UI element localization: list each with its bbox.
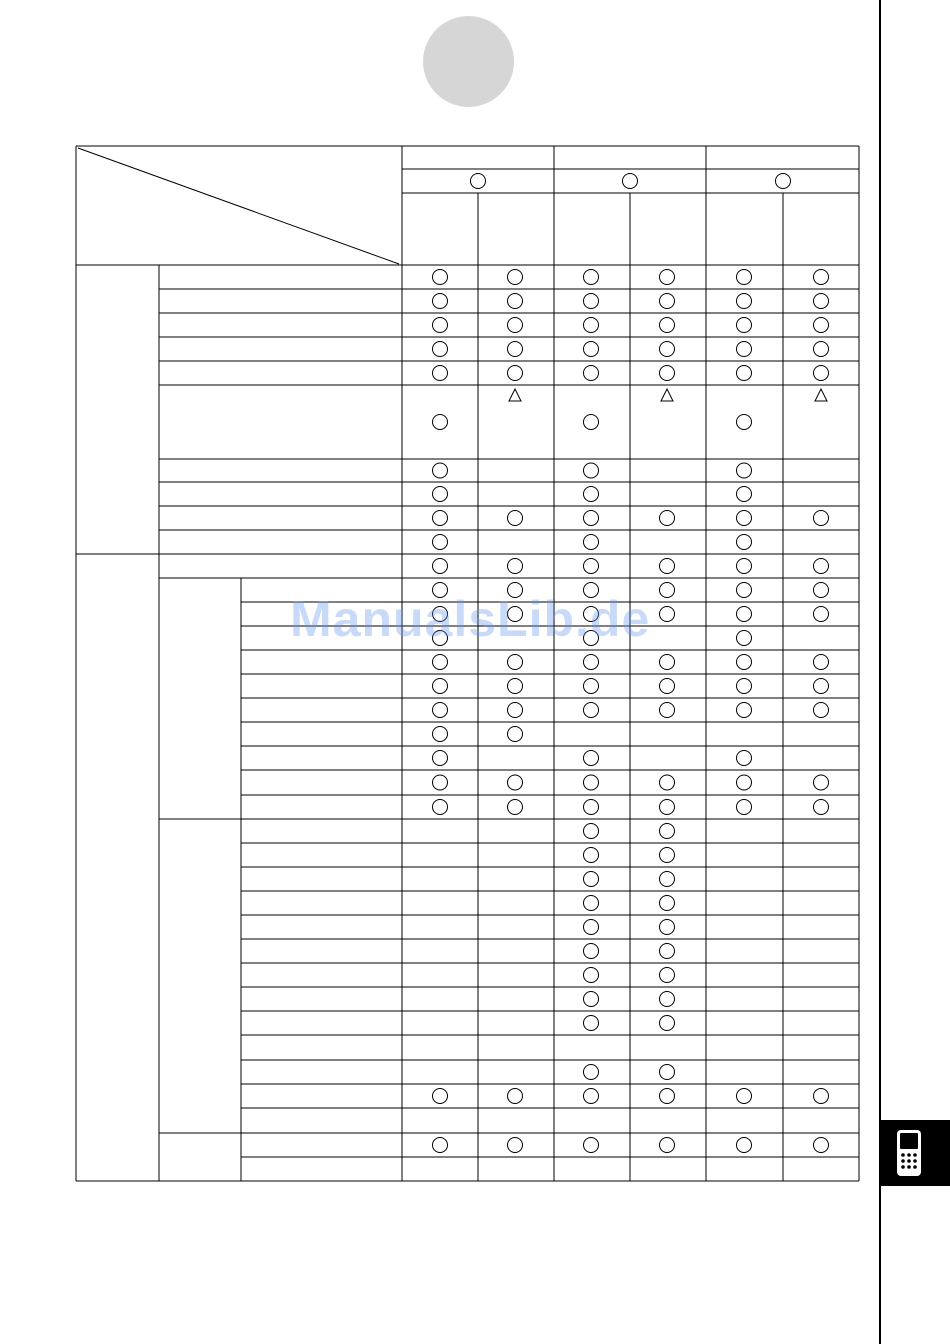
- supported-circle-mark: [737, 607, 752, 622]
- supported-circle-mark: [737, 679, 752, 694]
- supported-circle-mark: [660, 872, 675, 887]
- supported-circle-mark: [737, 1089, 752, 1104]
- supported-circle-mark: [584, 968, 599, 983]
- supported-circle-mark: [584, 1138, 599, 1153]
- supported-circle-mark: [584, 775, 599, 790]
- supported-circle-mark: [433, 463, 448, 478]
- supported-circle-mark: [584, 294, 599, 309]
- supported-circle-mark: [737, 1138, 752, 1153]
- supported-circle-mark: [433, 1089, 448, 1104]
- supported-circle-mark: [814, 775, 829, 790]
- supported-circle-mark: [737, 318, 752, 333]
- supported-circle-mark: [660, 1065, 675, 1080]
- supported-circle-mark: [433, 655, 448, 670]
- supported-circle-mark: [584, 992, 599, 1007]
- supported-circle-mark: [814, 559, 829, 574]
- supported-circle-mark: [660, 342, 675, 357]
- supported-circle-mark: [508, 775, 523, 790]
- supported-circle-mark: [814, 342, 829, 357]
- supported-circle-mark: [660, 583, 675, 598]
- supported-circle-mark: [660, 920, 675, 935]
- supported-circle-mark: [508, 679, 523, 694]
- supported-circle-mark: [584, 415, 599, 430]
- supported-circle-mark: [737, 559, 752, 574]
- header-model-circle: [776, 174, 791, 189]
- supported-circle-mark: [508, 294, 523, 309]
- supported-circle-mark: [660, 655, 675, 670]
- supported-circle-mark: [584, 463, 599, 478]
- supported-circle-mark: [508, 511, 523, 526]
- supported-circle-mark: [584, 655, 599, 670]
- supported-circle-mark: [584, 1065, 599, 1080]
- supported-circle-mark: [584, 1089, 599, 1104]
- supported-circle-mark: [584, 703, 599, 718]
- supported-circle-mark: [660, 1089, 675, 1104]
- supported-circle-mark: [737, 415, 752, 430]
- supported-circle-mark: [584, 270, 599, 285]
- supported-circle-mark: [433, 535, 448, 550]
- supported-circle-mark: [737, 535, 752, 550]
- supported-circle-mark: [508, 800, 523, 815]
- supported-circle-mark: [660, 511, 675, 526]
- supported-circle-mark: [814, 655, 829, 670]
- supported-circle-mark: [737, 583, 752, 598]
- supported-circle-mark: [814, 511, 829, 526]
- supported-circle-mark: [508, 342, 523, 357]
- supported-circle-mark: [660, 318, 675, 333]
- header-model-circle: [623, 174, 638, 189]
- supported-circle-mark: [660, 366, 675, 381]
- supported-circle-mark: [814, 270, 829, 285]
- supported-circle-mark: [433, 679, 448, 694]
- supported-circle-mark: [814, 1138, 829, 1153]
- supported-circle-mark: [433, 487, 448, 502]
- supported-circle-mark: [737, 775, 752, 790]
- supported-circle-mark: [584, 824, 599, 839]
- supported-circle-mark: [660, 896, 675, 911]
- supported-circle-mark: [433, 366, 448, 381]
- supported-circle-mark: [584, 559, 599, 574]
- supported-circle-mark: [508, 655, 523, 670]
- supported-circle-mark: [584, 535, 599, 550]
- supported-circle-mark: [508, 318, 523, 333]
- supported-circle-mark: [508, 366, 523, 381]
- supported-circle-mark: [584, 318, 599, 333]
- supported-circle-mark: [737, 511, 752, 526]
- header-model-circle: [471, 174, 486, 189]
- supported-circle-mark: [660, 968, 675, 983]
- supported-circle-mark: [433, 342, 448, 357]
- supported-circle-mark: [508, 270, 523, 285]
- supported-circle-mark: [508, 703, 523, 718]
- supported-circle-mark: [508, 1138, 523, 1153]
- supported-circle-mark: [814, 366, 829, 381]
- supported-circle-mark: [508, 1089, 523, 1104]
- supported-circle-mark: [737, 751, 752, 766]
- supported-circle-mark: [584, 751, 599, 766]
- supported-circle-mark: [660, 944, 675, 959]
- supported-circle-mark: [584, 800, 599, 815]
- supported-circle-mark: [433, 294, 448, 309]
- supported-circle-mark: [584, 872, 599, 887]
- supported-circle-mark: [584, 342, 599, 357]
- supported-circle-mark: [660, 294, 675, 309]
- supported-circle-mark: [660, 607, 675, 622]
- supported-circle-mark: [814, 583, 829, 598]
- supported-circle-mark: [584, 944, 599, 959]
- supported-circle-mark: [737, 294, 752, 309]
- supported-circle-mark: [433, 703, 448, 718]
- supported-circle-mark: [660, 270, 675, 285]
- supported-circle-mark: [433, 559, 448, 574]
- calculator-icon: [880, 1120, 950, 1186]
- supported-circle-mark: [660, 775, 675, 790]
- supported-circle-mark: [737, 655, 752, 670]
- supported-circle-mark: [660, 679, 675, 694]
- supported-circle-mark: [584, 487, 599, 502]
- supported-circle-mark: [584, 920, 599, 935]
- supported-circle-mark: [814, 800, 829, 815]
- supported-circle-mark: [660, 1138, 675, 1153]
- supported-circle-mark: [508, 727, 523, 742]
- supported-circle-mark: [433, 775, 448, 790]
- watermark-text: ManualsLib.de: [290, 591, 651, 647]
- supported-circle-mark: [814, 679, 829, 694]
- supported-circle-mark: [814, 1089, 829, 1104]
- supported-circle-mark: [737, 342, 752, 357]
- supported-circle-mark: [584, 848, 599, 863]
- supported-circle-mark: [660, 1016, 675, 1031]
- supported-circle-mark: [737, 270, 752, 285]
- supported-circle-mark: [737, 487, 752, 502]
- supported-circle-mark: [433, 318, 448, 333]
- supported-circle-mark: [737, 800, 752, 815]
- supported-circle-mark: [660, 992, 675, 1007]
- supported-circle-mark: [737, 631, 752, 646]
- supported-circle-mark: [660, 824, 675, 839]
- partial-triangle-mark: [815, 389, 827, 401]
- supported-circle-mark: [814, 607, 829, 622]
- chapter-tab[interactable]: [880, 1120, 950, 1186]
- supported-circle-mark: [584, 366, 599, 381]
- supported-circle-mark: [660, 559, 675, 574]
- supported-circle-mark: [737, 366, 752, 381]
- supported-circle-mark: [584, 511, 599, 526]
- supported-circle-mark: [660, 800, 675, 815]
- supported-circle-mark: [433, 751, 448, 766]
- supported-circle-mark: [584, 896, 599, 911]
- supported-circle-mark: [508, 559, 523, 574]
- supported-circle-mark: [660, 703, 675, 718]
- supported-circle-mark: [584, 1016, 599, 1031]
- supported-circle-mark: [737, 703, 752, 718]
- supported-circle-mark: [433, 511, 448, 526]
- header-diagonal: [78, 148, 399, 264]
- supported-circle-mark: [660, 848, 675, 863]
- supported-circle-mark: [433, 1138, 448, 1153]
- partial-triangle-mark: [661, 389, 673, 401]
- supported-circle-mark: [737, 463, 752, 478]
- supported-circle-mark: [584, 679, 599, 694]
- supported-circle-mark: [433, 270, 448, 285]
- supported-circle-mark: [433, 415, 448, 430]
- partial-triangle-mark: [509, 389, 521, 401]
- supported-circle-mark: [814, 294, 829, 309]
- supported-circle-mark: [814, 703, 829, 718]
- supported-circle-mark: [814, 318, 829, 333]
- supported-circle-mark: [433, 800, 448, 815]
- supported-circle-mark: [433, 727, 448, 742]
